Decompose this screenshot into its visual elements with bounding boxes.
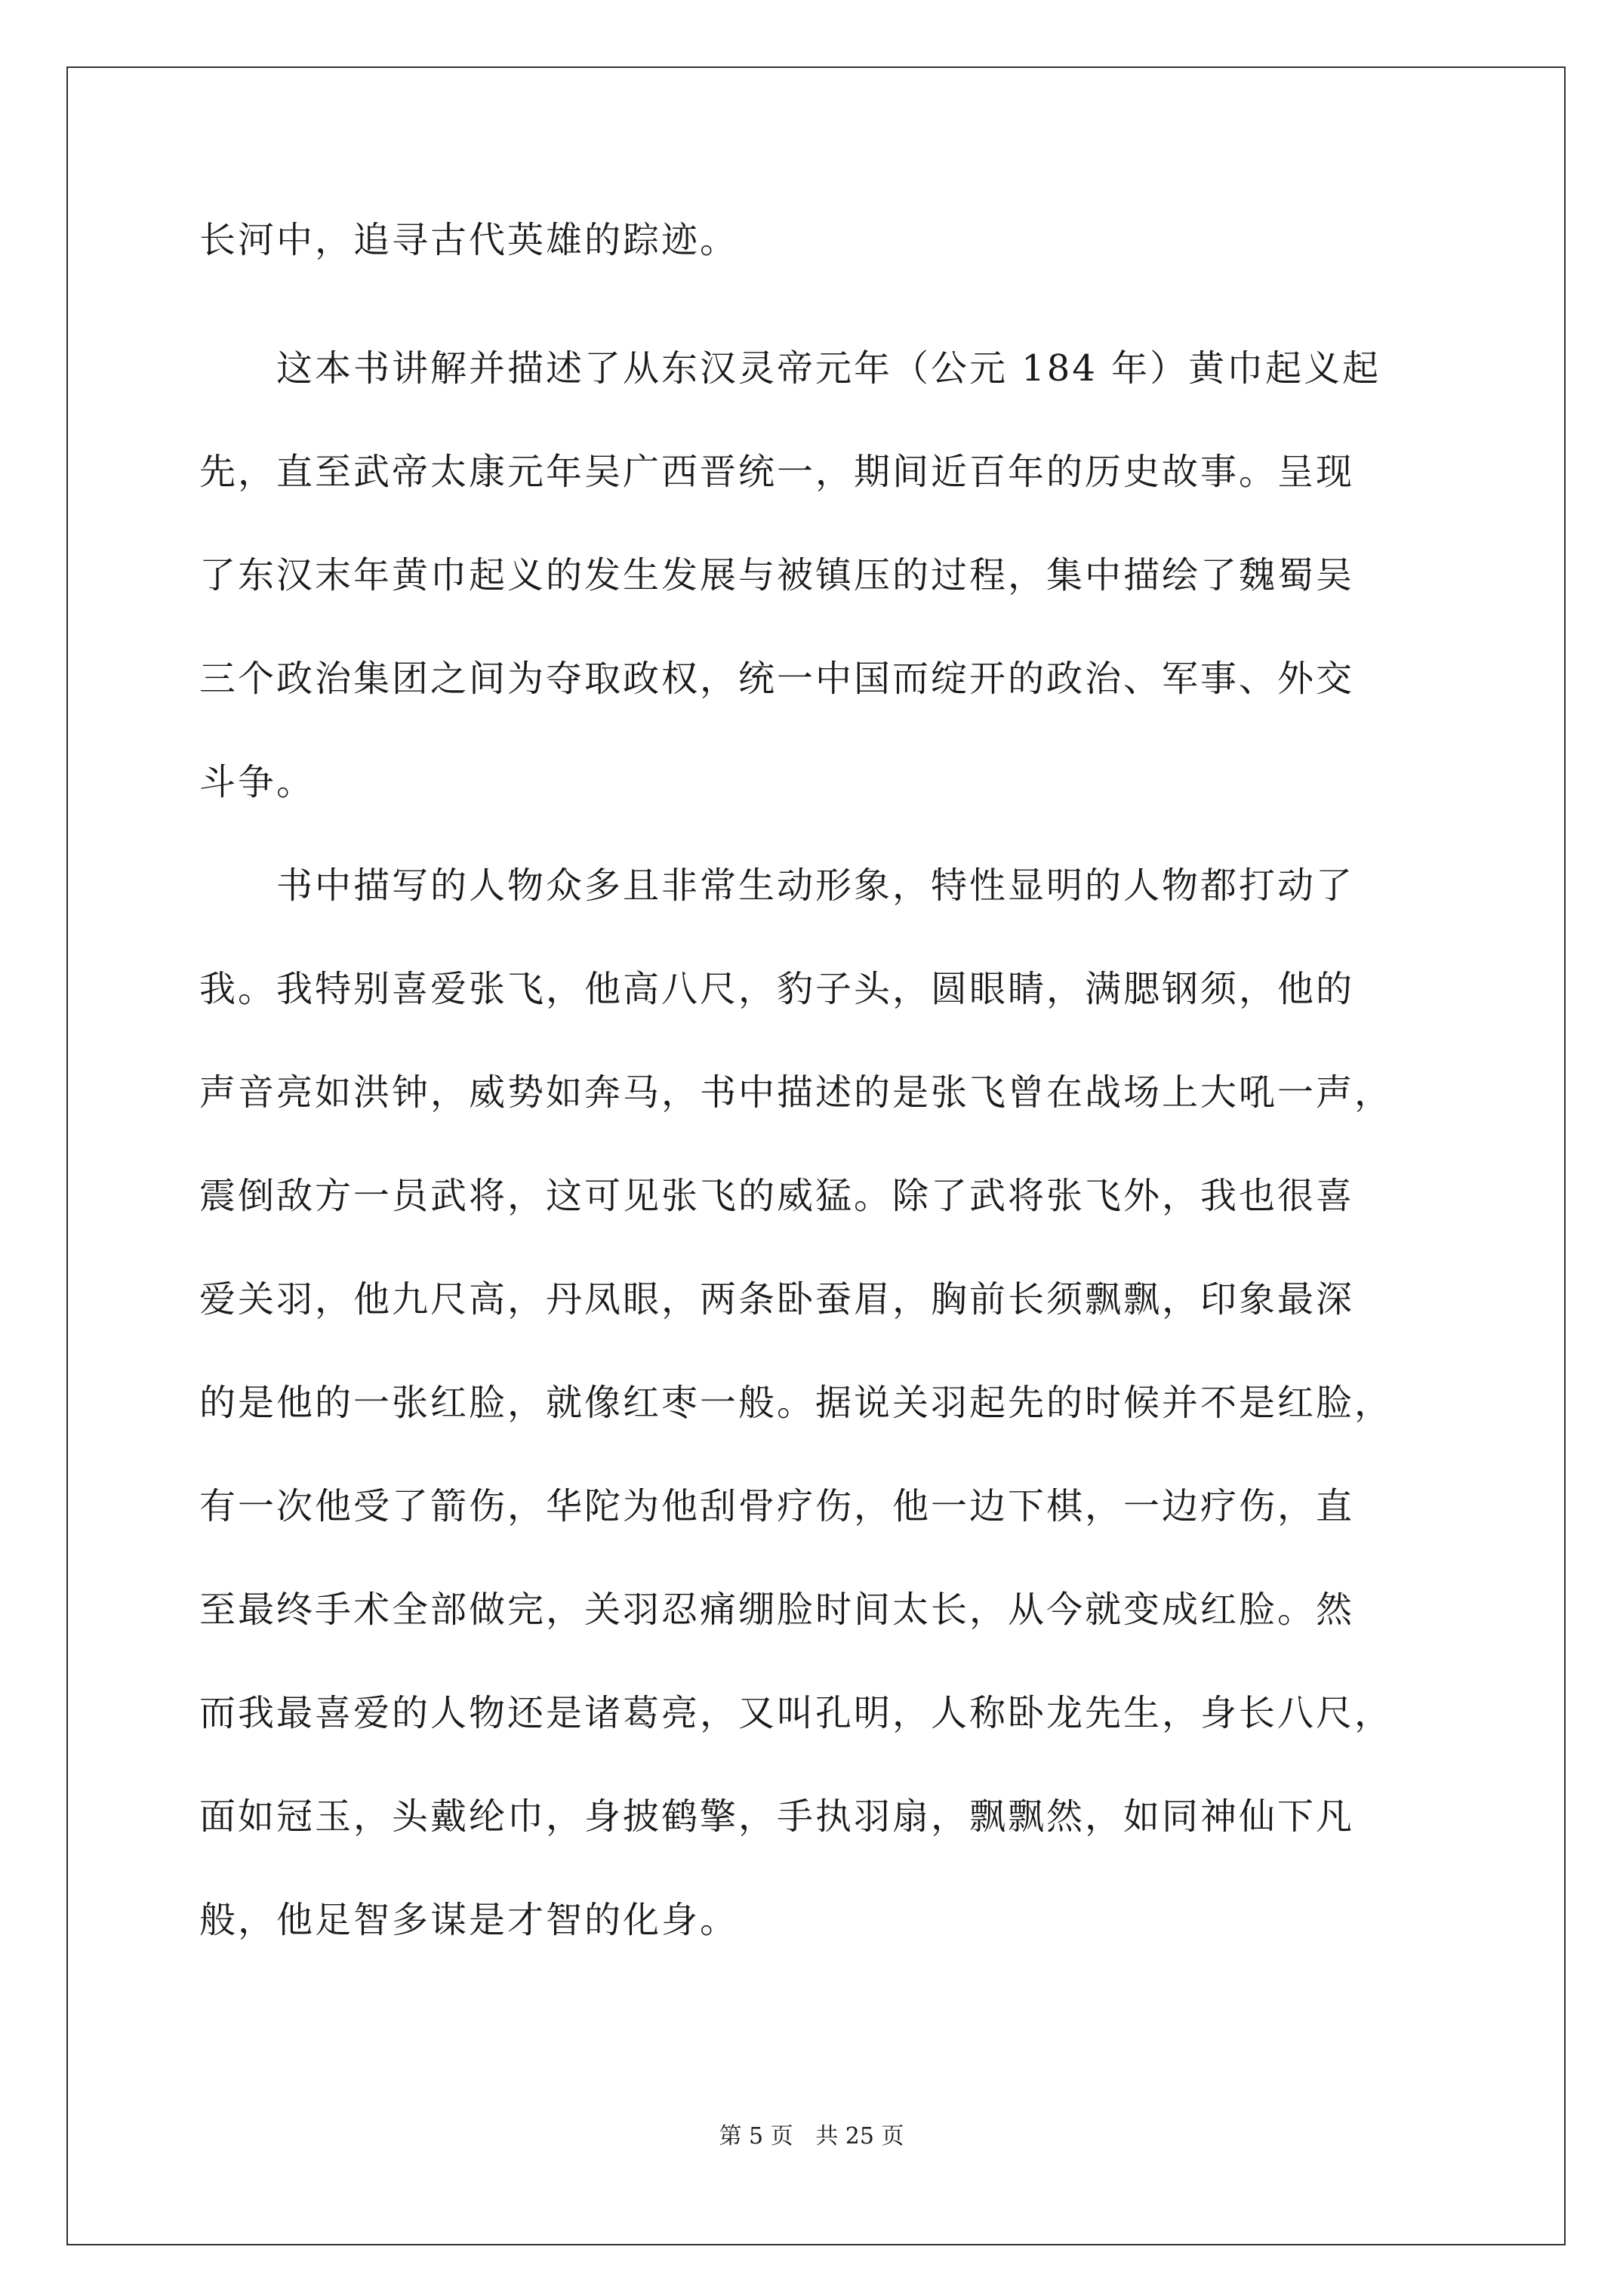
text-line-15: 而我最喜爱的人物还是诸葛亮，又叫孔明，人称卧龙先生，身长八尺， xyxy=(199,1692,1394,1734)
page-number: 第 5 页 xyxy=(719,2123,793,2150)
page-footer xyxy=(0,2122,1623,2152)
text-line-13: 有一次他受了箭伤，华陀为他刮骨疗伤，他一边下棋，一边疗伤，直 xyxy=(199,1485,1355,1527)
text-line-12: 的是他的一张红脸，就像红枣一般。据说关羽起先的时候并不是红脸， xyxy=(199,1382,1394,1424)
text-line-9: 声音亮如洪钟，威势如奔马，书中描述的是张飞曾在战场上大吼一声， xyxy=(199,1071,1394,1114)
text-line-16: 面如冠玉，头戴纶巾，身披鹤擎，手执羽扇，飘飘然，如同神仙下凡 xyxy=(199,1795,1355,1838)
text-line-7: 书中描写的人物众多且非常生动形象，特性显明的人物都打动了 xyxy=(199,864,1355,907)
text-line-8: 我。我特别喜爱张飞，他高八尺，豹子头，圆眼睛，满腮钢须，他的 xyxy=(199,968,1355,1010)
text-line-14: 至最终手术全部做完，关羽忍痛绷脸时间太长，从今就变成红脸。然 xyxy=(199,1589,1355,1631)
text-line-4: 了东汉末年黄巾起义的发生发展与被镇压的过程，集中描绘了魏蜀吴 xyxy=(199,554,1355,596)
total-pages: 共 25 页 xyxy=(815,2123,904,2150)
text-line-3: 先，直至武帝太康元年吴广西晋统一，期间近百年的历史故事。呈现 xyxy=(199,451,1355,493)
text-line-2: 这本书讲解并描述了从东汉灵帝元年（公元 184 年）黄巾起义起 xyxy=(199,347,1381,390)
text-line-11: 爱关羽，他九尺高，丹凤眼，两条卧蚕眉，胸前长须飘飘，印象最深 xyxy=(199,1278,1355,1321)
text-line-1: 长河中，追寻古代英雄的踪迹。 xyxy=(199,219,739,261)
text-line-17: 般，他足智多谋是才智的化身。 xyxy=(199,1899,739,1941)
text-line-5: 三个政治集团之间为夺取政权，统一中国而绽开的政治、军事、外交 xyxy=(199,658,1355,700)
text-line-6: 斗争。 xyxy=(199,761,316,803)
text-line-10: 震倒敌方一员武将，这可见张飞的威猛。除了武将张飞外，我也很喜 xyxy=(199,1175,1355,1217)
